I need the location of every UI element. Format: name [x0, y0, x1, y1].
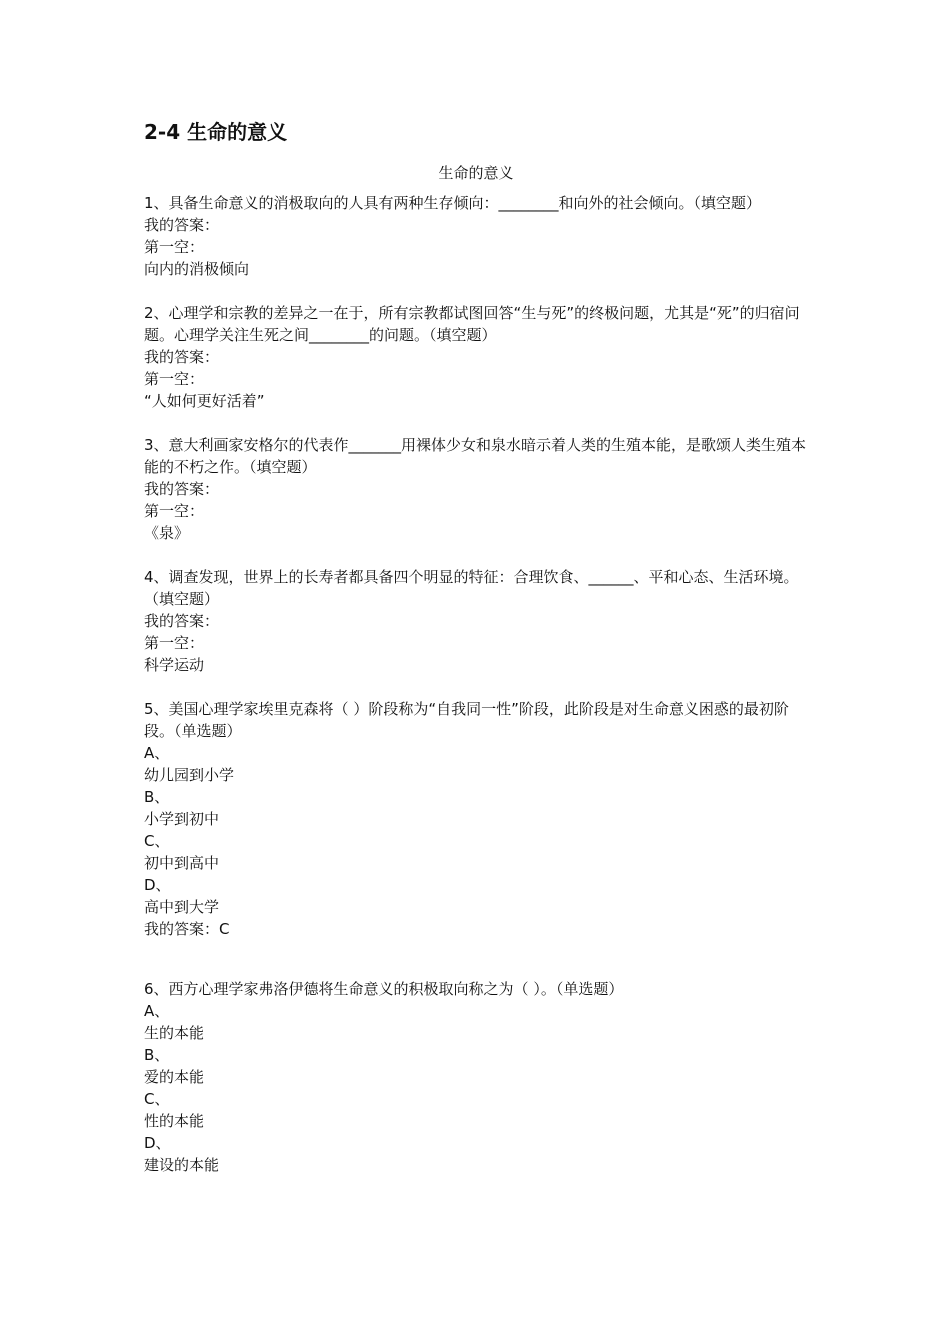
option-letter: C、	[144, 832, 170, 850]
option-text: 建设的本能	[144, 1156, 220, 1174]
answer-text: 《泉》	[144, 524, 190, 542]
option-text: 幼儿园到小学	[144, 766, 235, 784]
answer-label: 我的答案：	[144, 612, 220, 630]
option-letter: B、	[144, 788, 170, 806]
option-text: 生的本能	[144, 1024, 205, 1042]
question-stem: 4、调查发现，世界上的长寿者都具备四个明显的特征：合理饮食、______、平和心态、生活环境。（填空题）	[144, 568, 799, 608]
question-stem: 3、意大利画家安格尔的代表作_______用裸体少女和泉水暗示着人类的生殖本能，是歌颂人类生殖本能的不朽之作。（填空题）	[144, 436, 807, 476]
option-text: 性的本能	[144, 1112, 205, 1130]
document-title: 2-4 生命的意义	[144, 120, 288, 144]
option-letter: D、	[144, 876, 171, 894]
option-text: 爱的本能	[144, 1068, 205, 1086]
option-text: 小学到初中	[144, 810, 220, 828]
answer-text: “人如何更好活着”	[144, 392, 265, 410]
question-2	[144, 302, 808, 412]
option-letter: C、	[144, 1090, 170, 1108]
question-1	[144, 192, 808, 280]
question-5	[144, 698, 808, 940]
blank-label: 第一空：	[144, 370, 205, 388]
question-stem: 5、美国心理学家埃里克森将（ ）阶段称为“自我同一性”阶段，此阶段是对生命意义困惑的最初阶段。（单选题）	[144, 700, 789, 740]
document-page	[144, 118, 808, 1198]
option-letter: A、	[144, 744, 170, 762]
blank-label: 第一空：	[144, 502, 205, 520]
question-3	[144, 434, 808, 544]
document-subtitle: 生命的意义	[438, 164, 514, 182]
question-stem: 2、心理学和宗教的差异之一在于，所有宗教都试图回答“生与死”的终极问题，尤其是“死”的归宿问题。心理学关注生死之间________的问题。（填空题）	[144, 304, 800, 344]
question-4	[144, 566, 808, 676]
blank-label: 第一空：	[144, 238, 205, 256]
option-letter: B、	[144, 1046, 170, 1064]
option-text: 初中到高中	[144, 854, 220, 872]
answer-text: 向内的消极倾向	[144, 260, 250, 278]
blank-label: 第一空：	[144, 634, 205, 652]
option-letter: A、	[144, 1002, 170, 1020]
question-stem: 6、西方心理学家弗洛伊德将生命意义的积极取向称之为（ ）。（单选题）	[144, 980, 624, 998]
answer-label: 我的答案：	[144, 480, 220, 498]
answer-label: 我的答案：	[144, 348, 220, 366]
option-text: 高中到大学	[144, 898, 220, 916]
my-answer: 我的答案：C	[144, 920, 230, 938]
answer-label: 我的答案：	[144, 216, 220, 234]
answer-text: 科学运动	[144, 656, 205, 674]
question-stem: 1、具备生命意义的消极取向的人具有两种生存倾向：________和向外的社会倾向。（填空题）	[144, 194, 762, 212]
option-letter: D、	[144, 1134, 171, 1152]
question-6	[144, 978, 808, 1176]
